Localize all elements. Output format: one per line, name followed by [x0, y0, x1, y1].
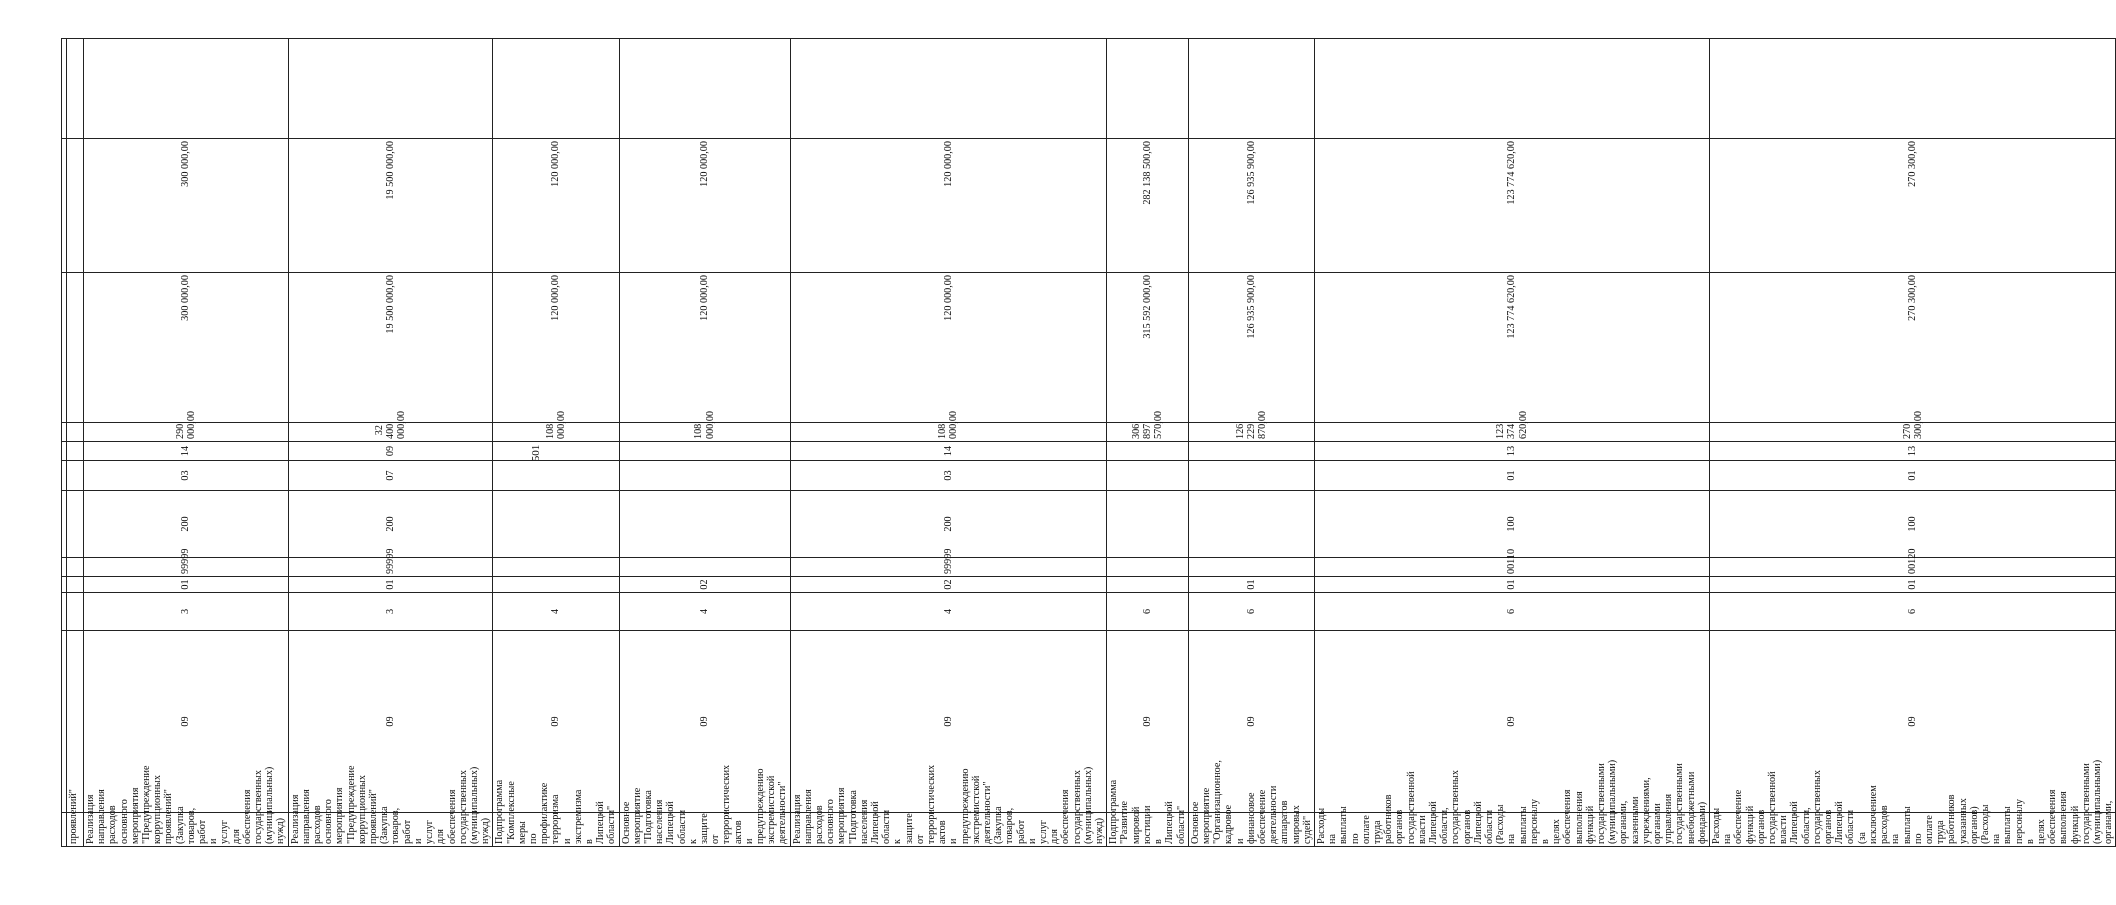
- code-pp-cell: 6: [1107, 593, 1188, 631]
- code-expense-type-cell: [1107, 491, 1188, 558]
- amount-2-cell: 19 500 000,00: [288, 273, 493, 423]
- code-expense-type-cell: 100: [1314, 491, 1709, 558]
- code-pp-cell: 6: [1188, 593, 1314, 631]
- empty-cell: [619, 39, 790, 139]
- code-expense-type-cell: 200: [790, 491, 1107, 558]
- code-gp-cell: 09: [84, 631, 289, 813]
- code-pp-cell: 4: [619, 593, 790, 631]
- rotated-page: [61, 39, 2115, 847]
- item-name-cell: Подпрограмма "Комплексные меры по профилактике терроризма и экстремизма в Липецкой области": [493, 813, 619, 847]
- table-row: [84, 39, 289, 847]
- code-expense-type-cell: [1188, 491, 1314, 558]
- code-subsection-cell: 13: [1314, 442, 1709, 461]
- code-om-cell: 02: [619, 577, 790, 593]
- code-section-cell: [493, 461, 619, 491]
- amount-1-cell: 126 229 870,00: [1188, 423, 1314, 442]
- item-name-cell: Реализация направления расходов основного мероприятия "Предупреждение коррупционных проявлений" (Закупка товаров, работ и услуг для обеспечения государственных (муниципальных) нужд): [84, 813, 289, 847]
- code-subsection-cell: [1107, 442, 1188, 461]
- amount-2-cell: 270 300,00: [1710, 273, 2116, 423]
- table-row: [790, 39, 1107, 847]
- code-gp-cell: 09: [1710, 631, 2116, 813]
- code-om-cell: 01: [1710, 577, 2116, 593]
- amount-1-cell: 108 000,00: [493, 423, 619, 442]
- amount-2-cell: 120 000,00: [493, 273, 619, 423]
- code-section-cell: [1107, 461, 1188, 491]
- item-name-cell: Расходы на выплаты по оплате труда работников органов государственной власти Липецкой области, государственных органов Липецкой области (Расходы на выплаты персоналу в целях обеспечения выполнения функций государственными (муниципальными) органами, казенными учреждениями, органами управления государственными внебюджетными фондами): [1314, 813, 1709, 847]
- amount-3-cell: 120 000,00: [790, 139, 1107, 273]
- amount-3-cell: 120 000,00: [493, 139, 619, 273]
- code-gp-cell: 09: [493, 631, 619, 813]
- code-om-cell: [1107, 577, 1188, 593]
- code-gp-cell: 09: [1107, 631, 1188, 813]
- empty-cell: [1314, 39, 1709, 139]
- code-direction-cell: 00110: [1314, 558, 1709, 577]
- table-row: [619, 39, 790, 847]
- code-expense-type-cell: 200: [84, 491, 289, 558]
- code-gp-cell: 09: [288, 631, 493, 813]
- code-om-cell: [493, 577, 619, 593]
- item-name-cell: Подпрограмма "Развитие мировой юстиции в Липецкой области": [1107, 813, 1188, 847]
- code-section-cell: 03: [84, 461, 289, 491]
- code-subsection-cell: 13: [1710, 442, 2116, 461]
- amount-1-cell: 306 897 570,00: [1107, 423, 1188, 442]
- amount-3-cell: 126 935 900,00: [1188, 139, 1314, 273]
- amount-3-cell: 300 000,00: [84, 139, 289, 273]
- empty-cell: [288, 39, 493, 139]
- amount-2-cell: 120 000,00: [790, 273, 1107, 423]
- amount-3-cell: 270 300,00: [1710, 139, 2116, 273]
- item-name-cell: Реализация направления расходов основного мероприятия "Предупреждение коррупционных проявлений" (Закупка товаров, работ и услуг для обеспечения государственных (муниципальных) нужд): [288, 813, 493, 847]
- code-pp-cell: 3: [288, 593, 493, 631]
- table-row: [1710, 39, 2116, 847]
- code-section-cell: 01: [1710, 461, 2116, 491]
- amount-1-cell: 270 300,00: [1710, 423, 2116, 442]
- code-direction-cell: 00120: [1710, 558, 2116, 577]
- empty-cell: [67, 491, 84, 558]
- amount-3-cell: 282 138 500,00: [1107, 139, 1188, 273]
- amount-3-cell: 123 774 620,00: [1314, 139, 1709, 273]
- amount-2-cell: 126 935 900,00: [1188, 273, 1314, 423]
- code-expense-type-cell: [619, 491, 790, 558]
- empty-cell: [84, 39, 289, 139]
- code-subsection-cell: 09: [288, 442, 493, 461]
- empty-cell: [67, 461, 84, 491]
- table-row: [493, 39, 619, 847]
- code-gp-cell: 09: [619, 631, 790, 813]
- code-direction-cell: [493, 558, 619, 577]
- table-row: [1107, 39, 1188, 847]
- code-expense-type-cell: 200: [288, 491, 493, 558]
- code-om-cell: 01: [84, 577, 289, 593]
- continuation-cell: проявлений": [67, 813, 84, 847]
- amount-3-cell: 19 500 000,00: [288, 139, 493, 273]
- code-pp-cell: 4: [790, 593, 1107, 631]
- amount-1-cell: 123 374 620,00: [1314, 423, 1709, 442]
- amount-1-cell: 108 000,00: [619, 423, 790, 442]
- code-om-cell: 02: [790, 577, 1107, 593]
- table-row: [1188, 39, 1314, 847]
- empty-cell: [1107, 39, 1188, 139]
- empty-cell: [1710, 39, 2116, 139]
- empty-cell: [493, 39, 619, 139]
- code-direction-cell: 99999: [84, 558, 289, 577]
- code-direction-cell: [1188, 558, 1314, 577]
- code-subsection-cell: 14: [84, 442, 289, 461]
- item-name-cell: Расходы на обеспечение функций органов государственной власти Липецкой области, государственных органов Липецкой области (за исключением расходов на выплаты по оплате труда работников указанных органов) (Расходы на выплаты персоналу в целях обеспечения выполнения функций государственными (муниципальными) органами,: [1710, 813, 2116, 847]
- table-row: [1314, 39, 1709, 847]
- amount-3-cell: 120 000,00: [619, 139, 790, 273]
- code-om-cell: 01: [288, 577, 493, 593]
- continuation-row: [67, 39, 84, 847]
- empty-cell: [67, 423, 84, 442]
- table-body: [62, 39, 2116, 847]
- code-subsection-cell: 14: [790, 442, 1107, 461]
- amount-2-cell: 123 774 620,00: [1314, 273, 1709, 423]
- item-name-cell: Основное мероприятие "Подготовка населения Липецкой области к защите от террористических актов и предупреждению экстремистской деятельности": [619, 813, 790, 847]
- amount-2-cell: 120 000,00: [619, 273, 790, 423]
- code-om-cell: 01: [1188, 577, 1314, 593]
- table-row: [288, 39, 493, 847]
- empty-cell: [67, 577, 84, 593]
- empty-cell: [67, 631, 84, 813]
- code-direction-cell: [1107, 558, 1188, 577]
- empty-cell: [67, 273, 84, 423]
- code-expense-type-cell: [493, 491, 619, 558]
- amount-2-cell: 315 592 000,00: [1107, 273, 1188, 423]
- code-subsection-cell: [619, 442, 790, 461]
- code-section-cell: 03: [790, 461, 1107, 491]
- item-name-cell: Реализация направления расходов основного мероприятия "Подготовка населения Липецкой области к защите от террористических актов и предупреждению экстремистской деятельности" (Закупка товаров, работ и услуг для обеспечения государственных (муниципальных) нужд): [790, 813, 1107, 847]
- empty-cell: [67, 39, 84, 139]
- code-section-cell: 07: [288, 461, 493, 491]
- code-section-cell: [619, 461, 790, 491]
- code-subsection-cell: [1188, 442, 1314, 461]
- page-number: 501: [530, 444, 542, 462]
- code-expense-type-cell: 100: [1710, 491, 2116, 558]
- code-pp-cell: 4: [493, 593, 619, 631]
- code-direction-cell: 99999: [790, 558, 1107, 577]
- code-om-cell: 01: [1314, 577, 1709, 593]
- code-direction-cell: [619, 558, 790, 577]
- amount-1-cell: 108 000,00: [790, 423, 1107, 442]
- empty-cell: [67, 442, 84, 461]
- code-direction-cell: 99999: [288, 558, 493, 577]
- empty-cell: [1188, 39, 1314, 139]
- code-gp-cell: 09: [790, 631, 1107, 813]
- amount-1-cell: 32 400 000,00: [288, 423, 493, 442]
- empty-cell: [67, 558, 84, 577]
- code-pp-cell: 3: [84, 593, 289, 631]
- code-pp-cell: 6: [1314, 593, 1709, 631]
- code-pp-cell: 6: [1710, 593, 2116, 631]
- code-subsection-cell: [493, 442, 619, 461]
- amount-1-cell: 290 000,00: [84, 423, 289, 442]
- code-gp-cell: 09: [1188, 631, 1314, 813]
- empty-cell: [790, 39, 1107, 139]
- empty-cell: [67, 139, 84, 273]
- code-section-cell: 01: [1314, 461, 1709, 491]
- budget-table: [61, 38, 2116, 847]
- amount-2-cell: 300 000,00: [84, 273, 289, 423]
- code-section-cell: [1188, 461, 1314, 491]
- item-name-cell: Основное мероприятие "Организационное, кадровое и финансовое обеспечение деятельности аппаратов мировых судей": [1188, 813, 1314, 847]
- code-gp-cell: 09: [1314, 631, 1709, 813]
- empty-cell: [67, 593, 84, 631]
